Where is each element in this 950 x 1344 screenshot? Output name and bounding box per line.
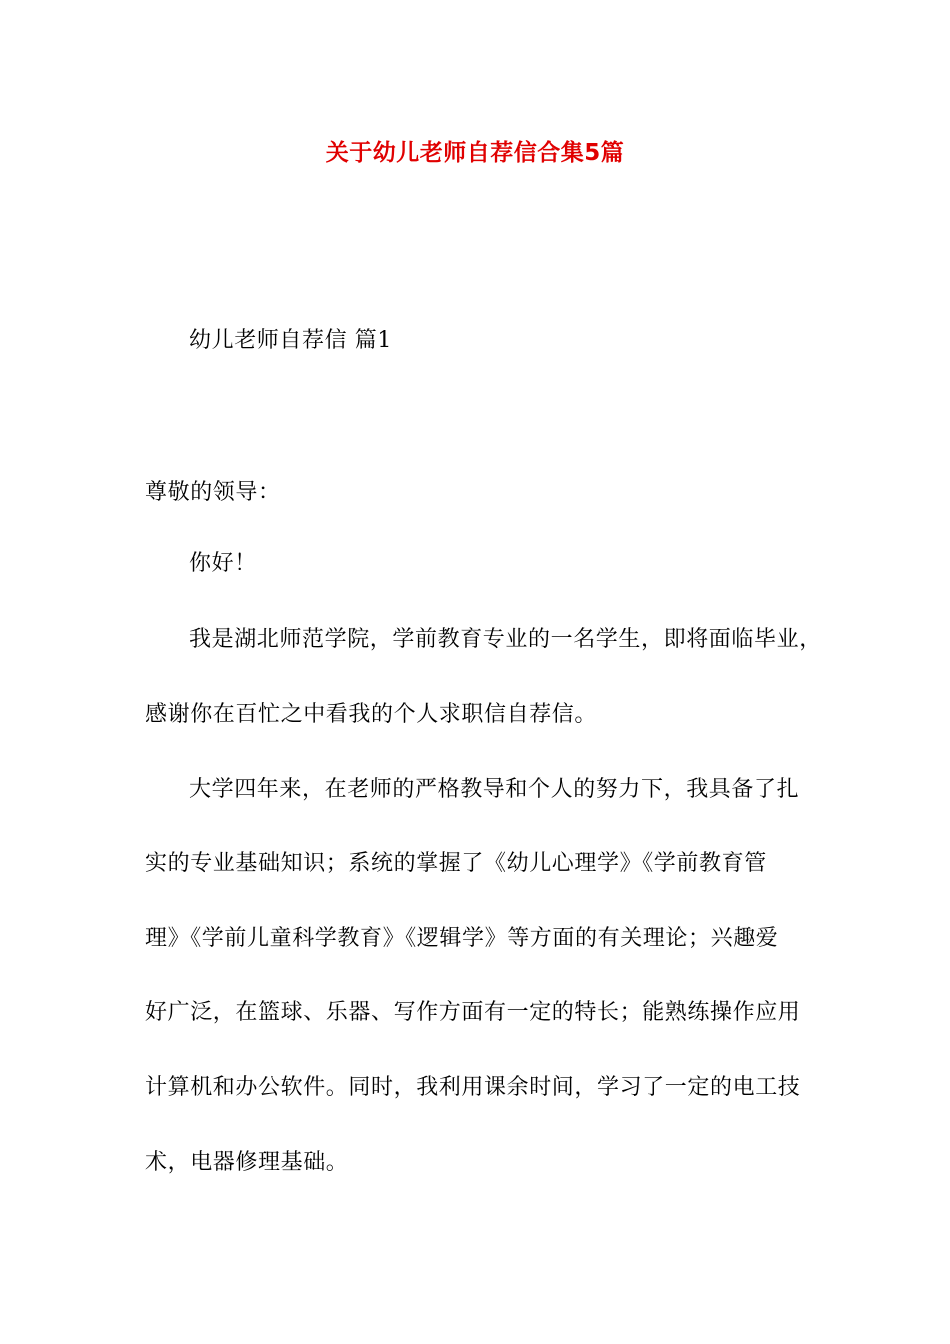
section-heading: 幼儿老师自荐信 篇1 [189,328,392,353]
paragraph-line: 我是湖北师范学院，学前教育专业的一名学生，即将面临毕业， [189,627,822,652]
paragraph-line: 感谢你在百忙之中看我的个人求职信自荐信。 [145,702,598,727]
salutation: 尊敬的领导： [145,480,281,505]
paragraph-line: 计算机和办公软件。同时，我利用课余时间，学习了一定的电工技 [145,1075,801,1100]
paragraph-line: 理》《学前儿童科学教育》《逻辑学》等方面的有关理论；兴趣爱 [145,926,779,951]
paragraph-line: 术，电器修理基础。 [145,1150,349,1175]
paragraph-line: 好广泛，在篮球、乐器、写作方面有一定的特长；能熟练操作应用 [145,1000,801,1025]
document-title: 关于幼儿老师自荐信合集5篇 [325,140,625,166]
greeting: 你好！ [189,551,257,576]
paragraph-line: 大学四年来，在老师的严格教导和个人的努力下，我具备了扎 [189,777,800,802]
paragraph-line: 实的专业基础知识；系统的掌握了《幼儿心理学》《学前教育管 [145,851,767,876]
